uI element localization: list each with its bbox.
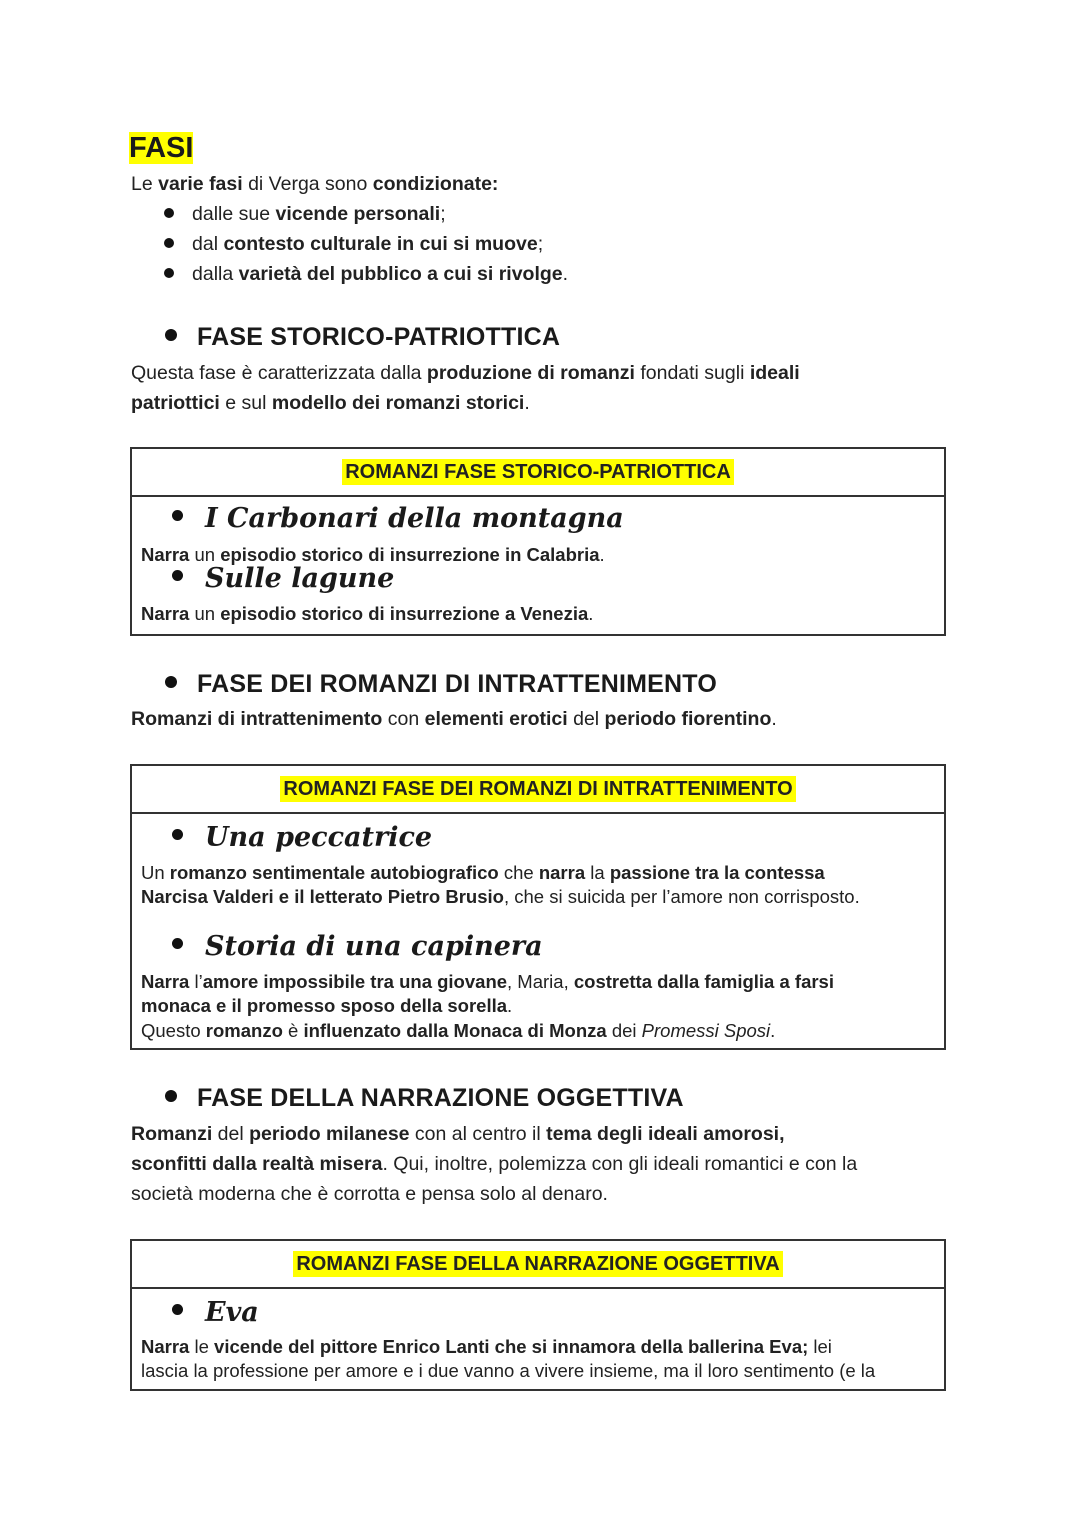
novel-description: Un romanzo sentimentale autobiografico che narra la passione tra la contessa <box>141 862 825 883</box>
novels-table <box>130 764 946 1050</box>
bullet-icon <box>165 676 177 688</box>
novel-description: lascia la professione per amore e i due vanno a vivere insieme, ma il loro sentimento (e la <box>141 1360 876 1381</box>
phase-description: sconfitti dalla realtà misera. Qui, inoltre, polemizza con gli ideali romantici e con la <box>131 1153 858 1175</box>
list-item: dalle sue vicende personali; <box>164 199 446 229</box>
list-item: dal contesto culturale in cui si muove; <box>164 229 543 259</box>
phase-description: patriottici e sul modello dei romanzi storici. <box>131 392 530 414</box>
novel-description: Questo romanzo è influenzato dalla Monaca di Monza dei Promessi Sposi. <box>141 1020 776 1041</box>
list-item: dalla varietà del pubblico a cui si rivolge. <box>164 259 568 289</box>
novel-title: Storia di una capinera <box>172 931 543 962</box>
intro-text: Le varie fasi di Verga sono condizionate: <box>131 173 499 195</box>
novel-title: Sulle lagune <box>172 563 394 594</box>
bullet-icon <box>164 208 174 218</box>
bullet-icon <box>172 938 183 949</box>
novel-description: Narra le vicende del pittore Enrico Lanti che si innamora della ballerina Eva; lei <box>141 1336 832 1357</box>
page-title: FASI <box>129 132 194 164</box>
novel-title: Una peccatrice <box>172 822 432 853</box>
table-header: ROMANZI FASE STORICO-PATRIOTTICA <box>132 449 944 497</box>
novel-description: Narra l’amore impossibile tra una giovane, Maria, costretta dalla famiglia a farsi <box>141 971 834 992</box>
table-header: ROMANZI FASE DELLA NARRAZIONE OGGETTIVA <box>132 1241 944 1289</box>
bullet-icon <box>172 510 183 521</box>
bullet-icon <box>172 570 183 581</box>
table-header: ROMANZI FASE DEI ROMANZI DI INTRATTENIMENTO <box>132 766 944 814</box>
phase-heading: FASE STORICO-PATRIOTTICA <box>165 323 560 352</box>
novel-description: monaca e il promesso sposo della sorella. <box>141 995 513 1016</box>
novels-table <box>130 1239 946 1391</box>
bullet-icon <box>165 1090 177 1102</box>
novel-title: Eva <box>172 1297 259 1328</box>
bullet-icon <box>164 238 174 248</box>
novel-description: Narcisa Valderi e il letterato Pietro Brusio, che si suicida per l’amore non corrisposto. <box>141 886 860 907</box>
bullet-icon <box>172 1304 183 1315</box>
phase-description: Questa fase è caratterizzata dalla produzione di romanzi fondati sugli ideali <box>131 362 800 384</box>
bullet-icon <box>164 268 174 278</box>
phase-description: Romanzi di intrattenimento con elementi erotici del periodo fiorentino. <box>131 708 777 730</box>
novel-description: Narra un episodio storico di insurrezione a Venezia. <box>141 603 594 624</box>
novel-description: Narra un episodio storico di insurrezione in Calabria. <box>141 544 605 565</box>
novel-title: I Carbonari della montagna <box>172 503 624 534</box>
phase-description: Romanzi del periodo milanese con al centro il tema degli ideali amorosi, <box>131 1123 785 1145</box>
bullet-icon <box>165 329 177 341</box>
novels-table <box>130 447 946 636</box>
phase-heading: FASE DEI ROMANZI DI INTRATTENIMENTO <box>165 670 717 699</box>
bullet-icon <box>172 829 183 840</box>
phase-description: società moderna che è corrotta e pensa solo al denaro. <box>131 1183 608 1205</box>
phase-heading: FASE DELLA NARRAZIONE OGGETTIVA <box>165 1084 684 1113</box>
